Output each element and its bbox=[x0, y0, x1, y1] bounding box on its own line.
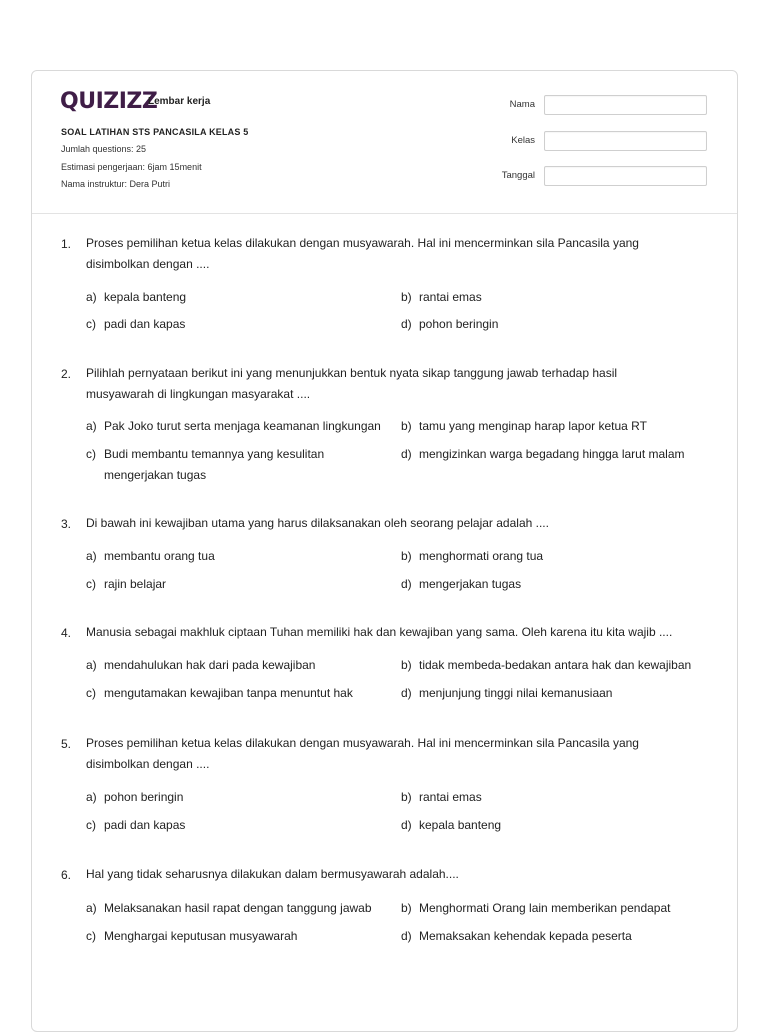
class-field[interactable] bbox=[544, 131, 707, 151]
option-d[interactable]: d) pohon beringin bbox=[401, 317, 499, 331]
question-number: 2. bbox=[61, 367, 72, 381]
instructor-name: Nama instruktur: Dera Putri bbox=[61, 179, 171, 189]
question-text: Hal yang tidak seharusnya dilakukan dalam bermusyawarah adalah.... bbox=[86, 867, 459, 881]
question-number: 5. bbox=[61, 737, 72, 751]
option-c[interactable]: c) Budi membantu temannya yang kesulitan mengerjakan tugas bbox=[86, 447, 325, 482]
question-text: Manusia sebagai makhluk ciptaan Tuhan memiliki hak dan kewajiban yang sama. Oleh karena itu kita wajib .... bbox=[86, 625, 673, 639]
option-c[interactable]: c) padi dan kapas bbox=[86, 818, 186, 832]
option-d[interactable]: d) Memaksakan kehendak kepada peserta bbox=[401, 929, 632, 943]
question-text: Di bawah ini kewajiban utama yang harus dilaksanakan oleh seorang pelajar adalah .... bbox=[86, 516, 549, 530]
question-number: 1. bbox=[61, 237, 72, 251]
name-field[interactable] bbox=[544, 95, 707, 115]
option-a[interactable]: a) Pak Joko turut serta menjaga keamanan lingkungan bbox=[86, 419, 381, 433]
date-field[interactable] bbox=[544, 166, 707, 186]
worksheet-title: SOAL LATIHAN STS PANCASILA KELAS 5 bbox=[61, 127, 249, 137]
option-d[interactable]: d) kepala banteng bbox=[401, 818, 502, 832]
question-text: Proses pemilihan ketua kelas dilakukan dengan musyawarah. Hal ini mencerminkan sila Pancasila yang disimbolkan dengan .... bbox=[86, 236, 639, 271]
option-b[interactable]: b) rantai emas bbox=[401, 790, 482, 804]
option-a[interactable]: a) membantu orang tua bbox=[86, 549, 215, 563]
date-label: Tanggal bbox=[501, 170, 535, 181]
option-a[interactable]: a) Melaksanakan hasil rapat dengan tanggung jawab bbox=[86, 901, 372, 915]
option-c[interactable]: c) Menghargai keputusan musyawarah bbox=[86, 929, 298, 943]
option-b[interactable]: b) Menghormati Orang lain memberikan pendapat bbox=[401, 901, 671, 915]
option-b[interactable]: b) menghormati orang tua bbox=[401, 549, 544, 563]
option-c[interactable]: c) padi dan kapas bbox=[86, 317, 186, 331]
question-number: 4. bbox=[61, 626, 72, 640]
option-d[interactable]: d) menjunjung tinggi nilai kemanusiaan bbox=[401, 686, 613, 700]
option-b[interactable]: b) tidak membeda-bedakan antara hak dan kewajiban bbox=[401, 658, 692, 672]
question-count: Jumlah questions: 25 bbox=[61, 144, 147, 154]
name-label: Nama bbox=[509, 99, 535, 110]
question-text: Proses pemilihan ketua kelas dilakukan dengan musyawarah. Hal ini mencerminkan sila Pancasila yang disimbolkan dengan .... bbox=[86, 736, 639, 771]
option-a[interactable]: a) mendahulukan hak dari pada kewajiban bbox=[86, 658, 316, 672]
question-number: 3. bbox=[61, 517, 72, 531]
worksheet-header bbox=[32, 71, 737, 214]
option-c[interactable]: c) mengutamakan kewajiban tanpa menuntut hak bbox=[86, 686, 353, 700]
question-number: 6. bbox=[61, 868, 72, 882]
worksheet-type-label: Lembar kerja bbox=[148, 96, 211, 107]
estimated-time: Estimasi pengerjaan: 6jam 15menit bbox=[61, 162, 202, 172]
option-d[interactable]: d) mengerjakan tugas bbox=[401, 577, 522, 591]
quizizz-logo: QUIZIZZ bbox=[60, 89, 158, 114]
worksheet bbox=[31, 70, 738, 1032]
option-a[interactable]: a) pohon beringin bbox=[86, 790, 184, 804]
option-a[interactable]: a) kepala banteng bbox=[86, 290, 187, 304]
option-b[interactable]: b) rantai emas bbox=[401, 290, 482, 304]
option-d[interactable]: d) mengizinkan warga begadang hingga larut malam bbox=[401, 447, 685, 461]
option-b[interactable]: b) tamu yang menginap harap lapor ketua RT bbox=[401, 419, 647, 433]
option-c[interactable]: c) rajin belajar bbox=[86, 577, 167, 591]
class-label: Kelas bbox=[511, 135, 535, 146]
question-text: Pilihlah pernyataan berikut ini yang menunjukkan bentuk nyata sikap tanggung jawab terhadap hasil musyawarah di lingkungan masyarakat .... bbox=[86, 366, 618, 401]
